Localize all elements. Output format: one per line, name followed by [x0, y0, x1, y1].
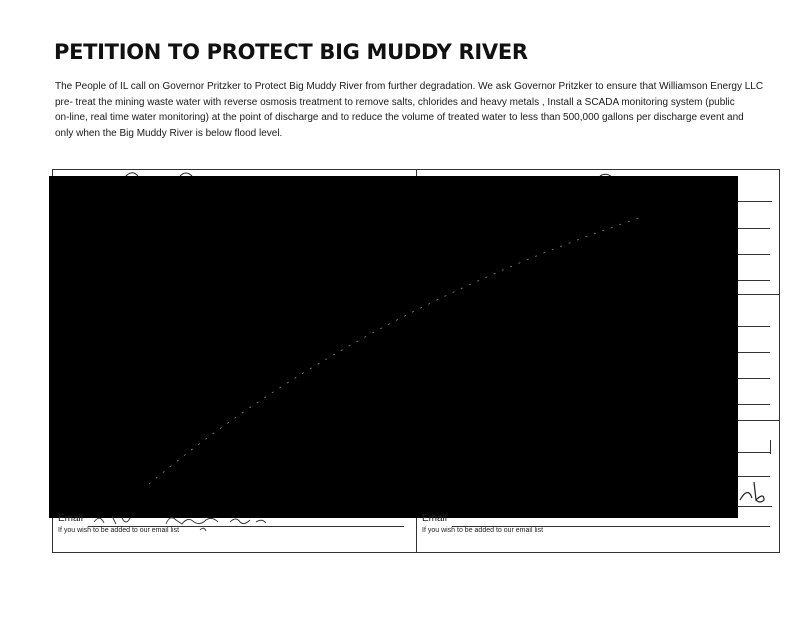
form-field-line — [738, 352, 770, 353]
form-field-line — [738, 254, 770, 255]
form-row-divider — [738, 420, 780, 421]
form-field-line — [738, 378, 770, 379]
petition-statement-line: on-line, real time water monitoring) at the point of discharge and to reduce the volume of treated water to less than 500,000 gallons per discharge event and — [55, 112, 744, 123]
form-field-line — [738, 404, 770, 405]
petition-statement-line: only when the Big Muddy River is below flood level. — [55, 127, 283, 139]
form-field-line — [738, 201, 772, 202]
email-label: Email — [422, 513, 448, 524]
form-edge-tick — [770, 440, 771, 454]
form-field-line — [738, 452, 770, 453]
form-row-divider — [738, 294, 780, 295]
email-label: Email — [58, 513, 84, 524]
form-field-line — [738, 506, 772, 507]
email-list-note: If you wish to be added to our email list — [58, 527, 180, 534]
form-field-line — [738, 228, 770, 229]
signature-scribble — [738, 478, 772, 508]
form-field-line — [738, 280, 770, 281]
petition-statement-line: The People of IL call on Governor Pritzker to Protect Big Muddy River from further degradation. We ask Governor Pritzker to ensure that Williamson Energy LLC — [55, 81, 764, 92]
redaction-block — [49, 176, 738, 518]
form-field-line — [738, 326, 770, 327]
form-field-line — [738, 476, 770, 477]
page-title: PETITION TO PROTECT BIG MUDDY RIVER — [54, 40, 528, 64]
email-list-note: If you wish to be added to our email list — [422, 527, 544, 534]
petition-statement — [55, 79, 775, 141]
petition-statement-line: pre- treat the mining waste water with reverse osmosis treatment to remove salts, chlorides and heavy metals , Install a SCADA monitoring system (public — [55, 96, 735, 108]
scan-artifact-line — [49, 176, 738, 518]
